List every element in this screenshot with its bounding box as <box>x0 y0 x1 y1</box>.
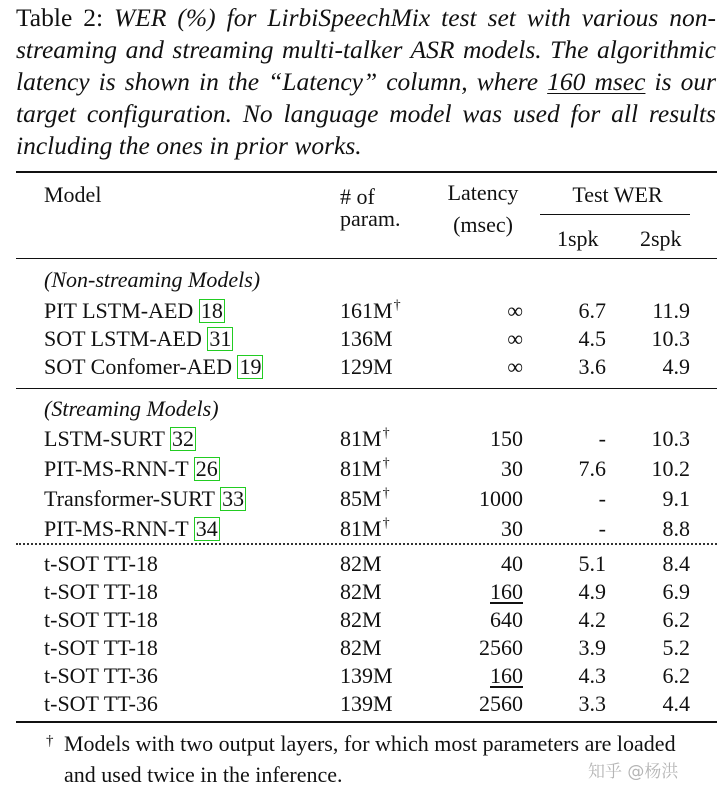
param-value: 81M <box>340 426 382 451</box>
citation-link[interactable]: 33 <box>222 486 245 511</box>
param-value: 82M <box>340 635 382 660</box>
header-rule <box>16 258 717 259</box>
footnote-dagger: † <box>46 733 54 749</box>
param-value: 82M <box>340 607 382 632</box>
model-name <box>44 551 158 577</box>
latency-text: 2560 <box>479 691 523 716</box>
wer-1spk: 4.3 <box>578 663 606 688</box>
wer-1spk: 6.7 <box>578 298 606 323</box>
citation-link[interactable]: 34 <box>195 516 218 541</box>
wer-1spk: 7.6 <box>578 456 606 481</box>
param-count <box>340 456 390 486</box>
model-label: SOT Confomer-AED <box>44 354 238 379</box>
param-value: 161M <box>340 298 393 323</box>
model-label: PIT LSTM-AED <box>44 298 199 323</box>
caption-text-end: is our target configuration. No language model was used for all results including the ones in prior works. <box>16 67 716 160</box>
model-label: SOT LSTM-AED <box>44 326 208 351</box>
latency-text: 640 <box>490 607 523 632</box>
param-value: 139M <box>340 691 393 716</box>
model-label: PIT-MS-RNN-T <box>44 456 194 481</box>
wer-1spk: 5.1 <box>578 551 606 576</box>
param-count <box>340 354 393 380</box>
param-count <box>340 426 390 456</box>
param-count <box>340 663 393 689</box>
latency-value <box>430 326 523 352</box>
model-name <box>44 635 158 661</box>
wer-2spk: 4.9 <box>662 354 690 379</box>
model-label: t-SOT TT-36 <box>44 691 158 716</box>
latency-value <box>430 607 523 633</box>
param-value: 82M <box>340 551 382 576</box>
model-name <box>44 486 246 512</box>
wer-2spk: 10.3 <box>651 326 690 351</box>
citation-link[interactable]: 18 <box>200 298 223 323</box>
bottom-rule <box>16 721 717 723</box>
wer-1spk: 4.2 <box>578 607 606 632</box>
wer-2spk: 6.2 <box>662 607 690 632</box>
param-value: 81M <box>340 516 382 541</box>
model-label: PIT-MS-RNN-T <box>44 516 194 541</box>
header-2spk: 2spk <box>640 226 682 251</box>
watermark: 知乎 @杨洪 <box>588 762 679 782</box>
model-name <box>44 691 158 717</box>
wer-1spk: - <box>598 516 606 541</box>
param-count <box>340 579 382 605</box>
latency-value <box>430 551 523 577</box>
latency-value <box>430 579 523 605</box>
model-name <box>44 298 225 324</box>
citation-link[interactable]: 26 <box>195 456 218 481</box>
wer-1spk: 3.6 <box>578 354 606 379</box>
wer-2spk: 5.2 <box>662 635 690 660</box>
footnote-text: Models with two output layers, for which most parameters are loaded and used twice in the inference. <box>64 731 676 787</box>
model-label: LSTM-SURT <box>44 426 171 451</box>
param-value: 129M <box>340 354 393 379</box>
citation-link[interactable]: 32 <box>172 426 195 451</box>
dagger-mark: † <box>382 486 390 501</box>
wer-1spk: 4.5 <box>578 326 606 351</box>
wer-1spk: 4.9 <box>578 579 606 604</box>
latency-text: 30 <box>501 456 523 481</box>
wer-2spk: 4.4 <box>662 691 690 716</box>
wer-subrule <box>540 214 690 215</box>
model-name <box>44 516 220 542</box>
dagger-mark: † <box>393 298 401 313</box>
param-count <box>340 635 382 661</box>
param-value: 136M <box>340 326 393 351</box>
dagger-mark: † <box>382 516 390 531</box>
wer-2spk: 8.4 <box>662 551 690 576</box>
latency-value <box>430 516 523 542</box>
section-streaming: (Streaming Models) <box>44 396 219 421</box>
param-count <box>340 486 390 516</box>
latency-text: ∞ <box>507 298 523 323</box>
model-name <box>44 354 263 380</box>
wer-2spk: 10.3 <box>651 426 690 451</box>
citation-link[interactable]: 31 <box>209 326 232 351</box>
caption-prefix: Table 2: <box>16 3 115 32</box>
header-params-1: # of <box>340 184 375 209</box>
latency-value <box>430 663 523 689</box>
header-latency-2: (msec) <box>453 212 513 237</box>
param-count <box>340 326 393 352</box>
model-name <box>44 663 158 689</box>
param-value: 82M <box>340 579 382 604</box>
latency-text: 160 <box>490 663 523 688</box>
citation-link[interactable]: 19 <box>239 354 262 379</box>
param-value: 139M <box>340 663 393 688</box>
model-label: Transformer-SURT <box>44 486 221 511</box>
dagger-mark: † <box>382 426 390 441</box>
wer-1spk: - <box>598 486 606 511</box>
header-test-wer: Test WER <box>572 182 663 207</box>
param-count <box>340 551 382 577</box>
latency-text: 2560 <box>479 635 523 660</box>
wer-2spk: 8.8 <box>662 516 690 541</box>
model-label: t-SOT TT-18 <box>44 579 158 604</box>
model-name <box>44 326 233 352</box>
dashed-separator <box>16 543 717 545</box>
wer-2spk: 6.2 <box>662 663 690 688</box>
model-label: t-SOT TT-36 <box>44 663 158 688</box>
latency-text: 1000 <box>479 486 523 511</box>
caption-text: WER (%) for LirbiSpeechMix test set with various non-streaming and streaming multi-talker ASR models. The algorithmic latency is shown in the “Latency” column, where <box>16 3 716 96</box>
caption-underlined: 160 msec <box>547 67 646 96</box>
section-non-streaming: (Non-streaming Models) <box>44 267 261 292</box>
wer-2spk: 9.1 <box>662 486 690 511</box>
wer-2spk: 6.9 <box>662 579 690 604</box>
latency-value <box>430 354 523 380</box>
latency-value <box>430 298 523 324</box>
model-name <box>44 607 158 633</box>
latency-text: ∞ <box>507 326 523 351</box>
header-latency-1: Latency <box>447 180 519 205</box>
wer-1spk: - <box>598 426 606 451</box>
latency-text: 40 <box>501 551 523 576</box>
dagger-mark: † <box>382 456 390 471</box>
wer-2spk: 10.2 <box>651 456 690 481</box>
model-label: t-SOT TT-18 <box>44 607 158 632</box>
latency-value <box>430 486 523 512</box>
latency-text: 150 <box>490 426 523 451</box>
param-value: 81M <box>340 456 382 481</box>
param-count <box>340 691 393 717</box>
section-rule <box>16 388 717 389</box>
top-rule <box>16 171 717 173</box>
header-params-2: param. <box>340 206 401 231</box>
header-1spk: 1spk <box>557 226 599 251</box>
header-model: Model <box>44 182 102 207</box>
latency-value <box>430 691 523 717</box>
latency-value <box>430 635 523 661</box>
latency-text: 160 <box>490 579 523 604</box>
latency-text: 30 <box>501 516 523 541</box>
wer-1spk: 3.3 <box>578 691 606 716</box>
param-count <box>340 516 390 546</box>
table-caption <box>16 2 716 162</box>
param-value: 85M <box>340 486 382 511</box>
wer-1spk: 3.9 <box>578 635 606 660</box>
model-label: t-SOT TT-18 <box>44 551 158 576</box>
model-name <box>44 426 196 452</box>
latency-value <box>430 456 523 482</box>
latency-text: ∞ <box>507 354 523 379</box>
model-name <box>44 579 158 605</box>
model-label: t-SOT TT-18 <box>44 635 158 660</box>
param-count <box>340 298 401 328</box>
model-name <box>44 456 220 482</box>
wer-2spk: 11.9 <box>652 298 690 323</box>
param-count <box>340 607 382 633</box>
latency-value <box>430 426 523 452</box>
